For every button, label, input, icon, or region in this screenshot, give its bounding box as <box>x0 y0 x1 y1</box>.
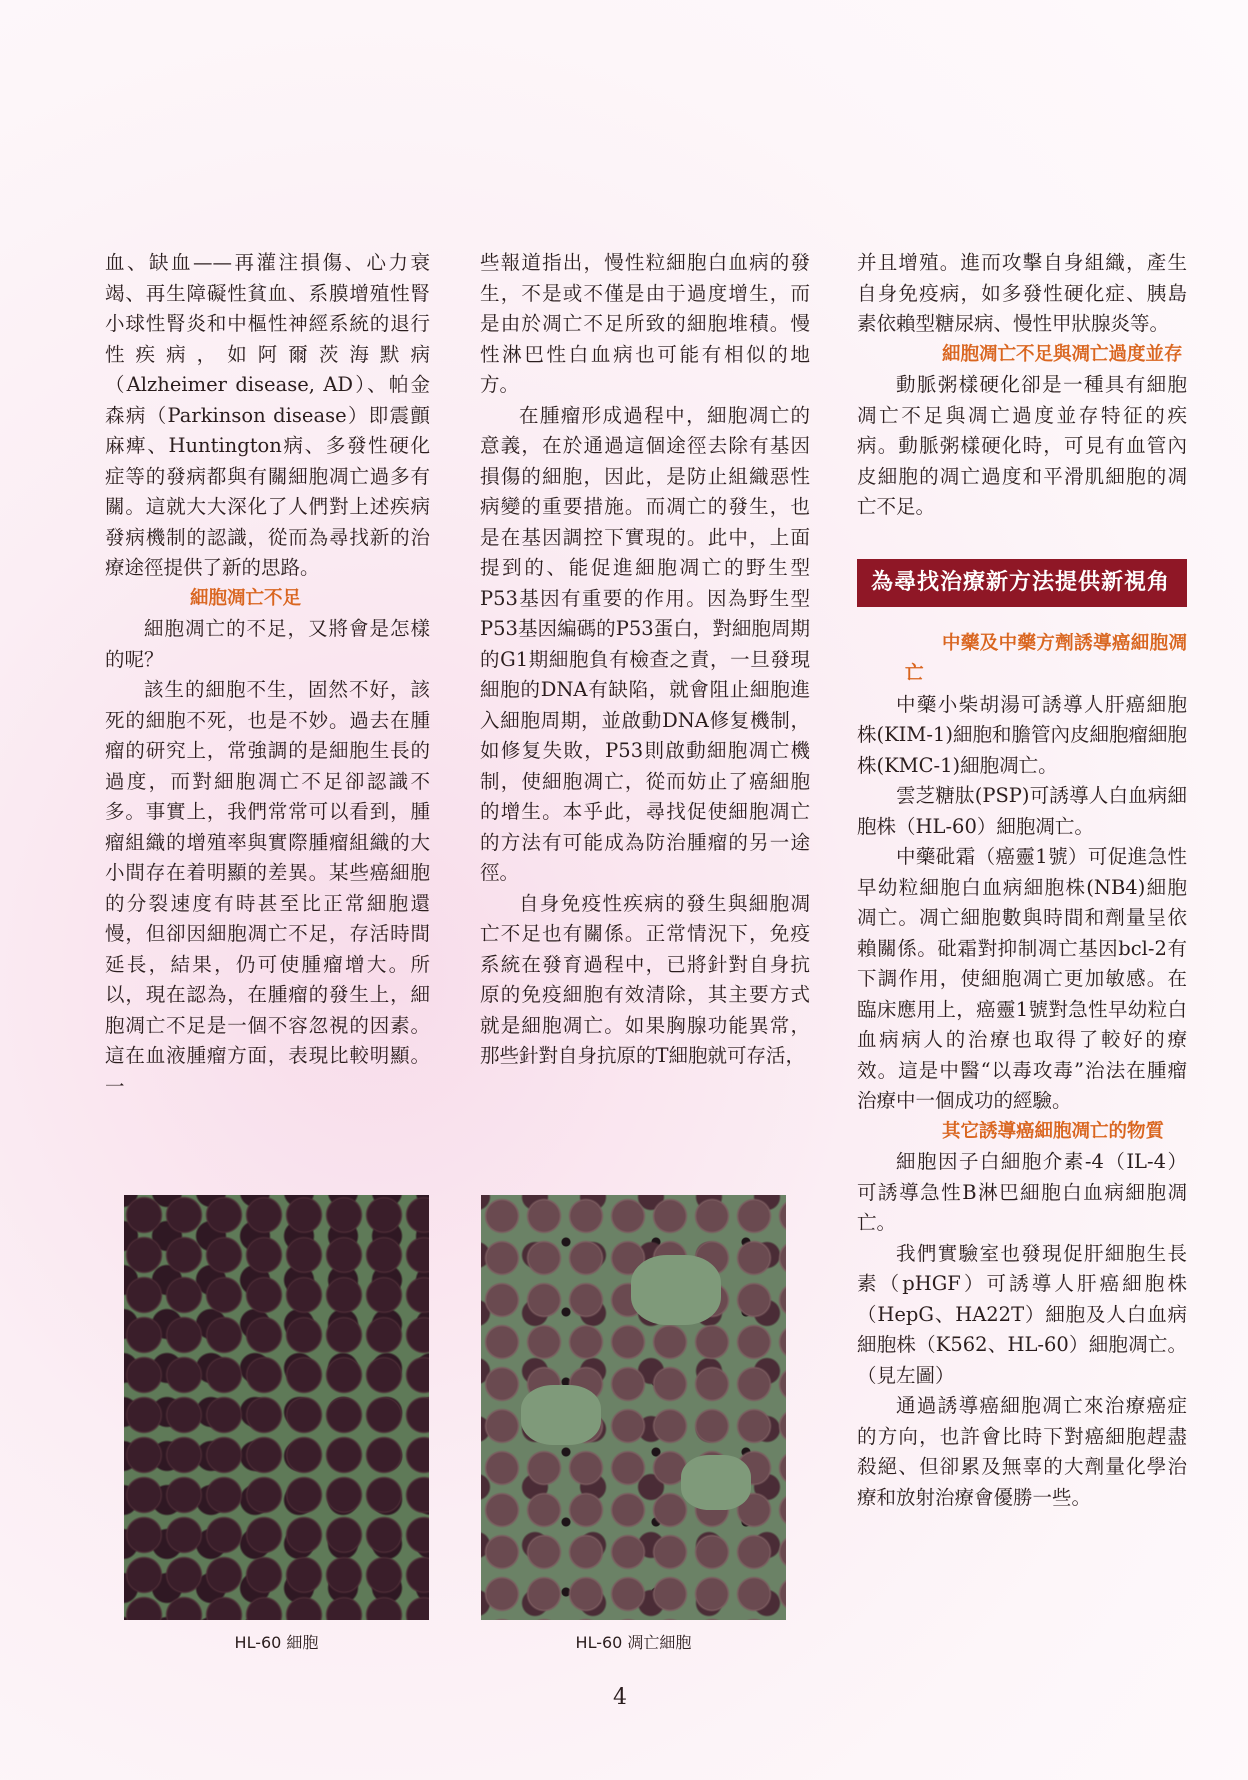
paragraph: 并且增殖。進而攻擊自身組織，產生自身免疫病，如多發性硬化症、胰島素依賴型糖尿病、慢性甲狀腺炎等。 <box>857 251 1187 335</box>
paragraph: 我們實驗室也發現促肝細胞生長素（pHGF）可誘導人肝癌細胞株（HepG、HA22T）細胞及人白血病細胞株（K562、HL-60）細胞凋亡。（見左圖） <box>857 1241 1187 1387</box>
subheading: 細胞凋亡不足與凋亡過度並存 <box>942 343 1183 365</box>
text-column-2 <box>480 248 810 1072</box>
hl60-apoptotic-cells-micrograph <box>481 1195 786 1620</box>
paragraph: 動脈粥樣硬化卻是一種具有細胞凋亡不足與凋亡過度並存特征的疾病。動脈粥樣硬化時，可見有血管內皮細胞的凋亡過度和平滑肌細胞的凋亡不足。 <box>857 373 1187 518</box>
subheading: 其它誘導癌細胞凋亡的物質 <box>942 1120 1165 1142</box>
paragraph: 雲芝糖肽(PSP)可誘導人白血病細胞株（HL-60）細胞凋亡。 <box>857 784 1187 838</box>
paragraph: 細胞因子白細胞介素-4（IL-4）可誘導急性B淋巴細胞白血病細胞凋亡。 <box>857 1150 1187 1234</box>
text-column-1 <box>105 248 430 1102</box>
figure-caption: HL-60 細胞 <box>234 1633 319 1652</box>
subheading: 細胞凋亡不足 <box>190 587 302 609</box>
figure-caption: HL-60 凋亡細胞 <box>575 1633 692 1652</box>
paragraph: 細胞凋亡的不足，又將會是怎樣的呢？ <box>105 617 430 671</box>
text-column-3 <box>857 248 1187 1513</box>
subheading: 中藥及中藥方劑誘導癌細胞凋亡 <box>905 632 1187 684</box>
micrograph-patch <box>681 1455 751 1510</box>
paragraph: 在腫瘤形成過程中，細胞凋亡的意義，在於通過這個途徑去除有基因損傷的細胞，因此，是防止組織惡性病變的重要措施。而凋亡的發生，也是在基因調控下實現的。此中，上面提到的、能促進細胞凋亡的野生型P53基因有重要的作用。因為野生型P53基因編碼的P53蛋白，對細胞周期的G1期細胞負有檢查之責，一旦發現細胞的DNA有缺陷，就會阻止細胞進入細胞周期，並啟動DNA修复機制，如修复失敗，P53則啟動細胞凋亡機制，使細胞凋亡，從而妨止了癌細胞的增生。本乎此，尋找促使細胞凋亡的方法有可能成為防治腫瘤的另一途徑。 <box>480 403 810 884</box>
paragraph: 自身免疫性疾病的發生與細胞凋亡不足也有關係。正常情況下，免疫系統在發育過程中，已將針對自身抗原的免疫細胞有效清除，其主要方式就是細胞凋亡。如果胸腺功能異常，那些針對自身抗原的T細胞就可存活， <box>480 891 810 1067</box>
micrograph-patch <box>631 1255 721 1325</box>
paragraph: 血、缺血——再灌注損傷、心力衰竭、再生障礙性貧血、系膜增殖性腎小球性腎炎和中樞性神經系統的退行性疾病，如阿爾茨海默病（Alzheimer disease, AD）、帕金森病（Parkinson disease）即震顫麻痺、Huntington病、多發性硬化症等的發病都與有關細胞凋亡過多有關。這就大大深化了人們對上述疾病發病機制的認識，從而為尋找新的治療途徑提供了新的思路。 <box>105 251 430 579</box>
page-number: 4 <box>613 1685 627 1710</box>
paragraph: 些報道指出，慢性粒細胞白血病的發生，不是或不僅是由于過度增生，而是由於凋亡不足所致的細胞堆積。慢性淋巴性白血病也可能有相似的地方。 <box>480 251 810 396</box>
paragraph: 中藥砒霜（癌靈1號）可促進急性早幼粒細胞白血病細胞株(NB4)細胞凋亡。凋亡細胞數與時間和劑量呈依賴關係。砒霜對抑制凋亡基因bcl-2有下調作用，使細胞凋亡更加敏感。在臨床應用上，癌靈1號對急性早幼粒白血病病人的治療也取得了較好的療效。這是中醫“以毒攻毒”治法在腫瘤治療中一個成功的經驗。 <box>857 845 1187 1112</box>
paragraph: 該生的細胞不生，固然不好，該死的細胞不死，也是不妙。過去在腫瘤的研究上，常強調的是細胞生長的過度，而對細胞凋亡不足卻認識不多。事實上，我們常常可以看到，腫瘤組織的增殖率與實際腫瘤組織的大小間存在着明顯的差異。某些癌細胞的分裂速度有時甚至比正常細胞還慢，但卻因細胞凋亡不足，存活時間延長，結果，仍可使腫瘤增大。所以，現在認為，在腫瘤的發生上，細胞凋亡不足是一個不容忽視的因素。這在血液腫瘤方面，表現比較明顯。一 <box>105 678 430 1098</box>
hl60-cells-micrograph <box>124 1195 429 1620</box>
section-title-box: 為尋找治療新方法提供新視角 <box>857 559 1187 607</box>
paragraph: 中藥小柴胡湯可誘導人肝癌細胞株(KIM-1)細胞和膽管內皮細胞瘤細胞株(KMC-1)細胞凋亡。 <box>857 692 1187 777</box>
micrograph-patch <box>521 1385 601 1445</box>
paragraph: 通過誘導癌細胞凋亡來治療癌症的方向，也許會比時下對癌細胞趕盡殺絕、但卻累及無辜的大劑量化學治療和放射治療會優勝一些。 <box>857 1394 1187 1509</box>
